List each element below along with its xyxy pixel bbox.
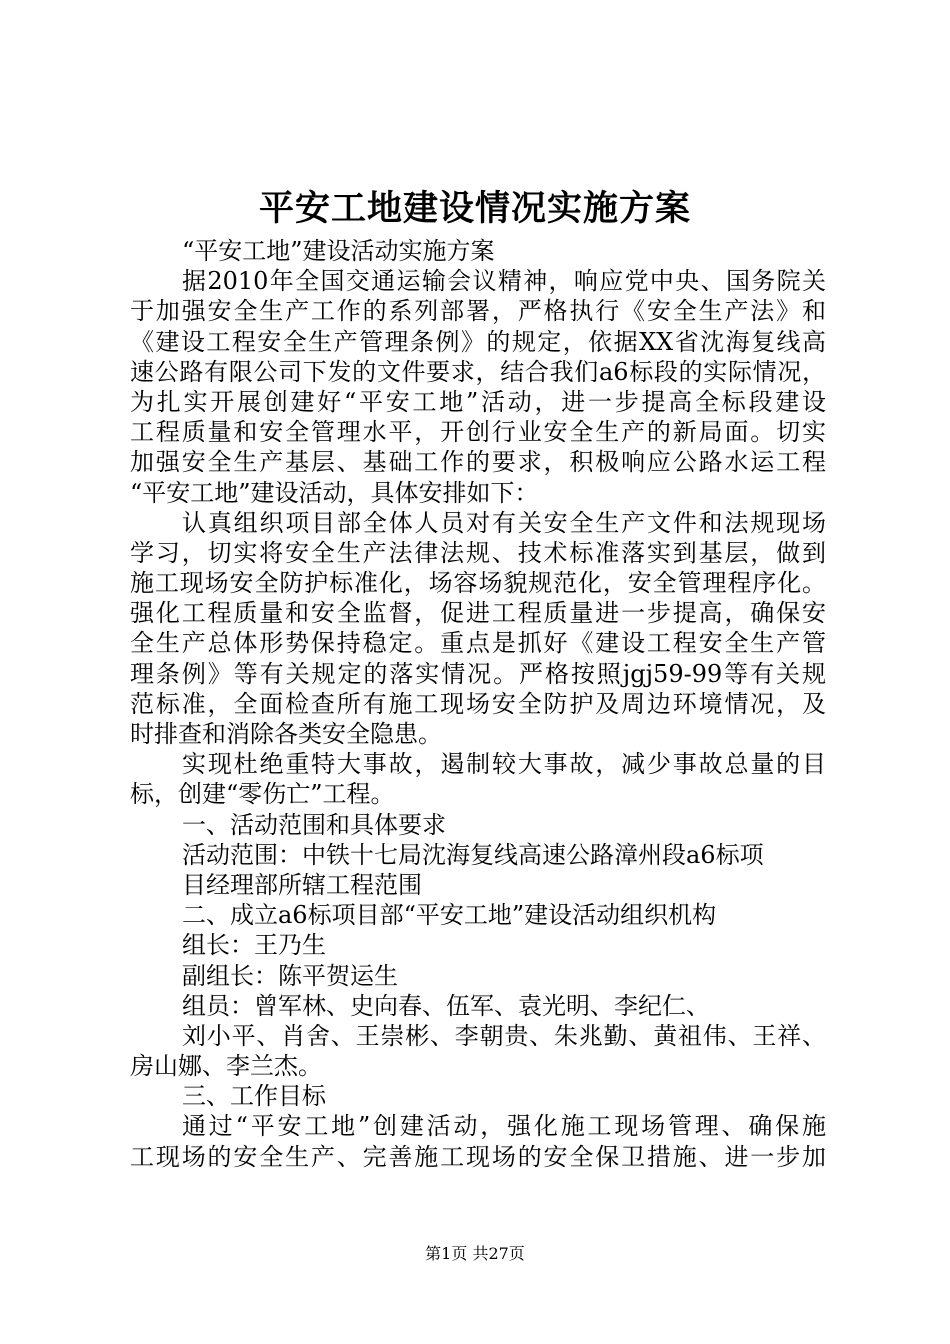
text-line: 工现场的安全生产、完善施工现场的安全保卫措施、进一步加 bbox=[130, 1142, 826, 1171]
section-heading: 二、成立a6标项目部“平安工地”建设活动组织机构 bbox=[182, 901, 717, 930]
text-line: 组员：曾军林、史向春、伍军、袁光明、李纪仁、 bbox=[182, 991, 710, 1020]
text-line: 速公路有限公司下发的文件要求，结合我们a6标段的实际情况， bbox=[130, 357, 826, 386]
text-line: 房山娜、李兰杰。 bbox=[130, 1052, 322, 1081]
text-line: 学习，切实将安全生产法律法规、技术标准落实到基层，做到 bbox=[130, 538, 826, 567]
section-heading: 三、工作目标 bbox=[182, 1082, 326, 1111]
text-line: 强化工程质量和安全监督，促进工程质量进一步提高，确保安 bbox=[130, 599, 826, 628]
text-line: 工程质量和安全管理水平，开创行业安全生产的新局面。切实 bbox=[130, 418, 826, 447]
text-line: 范标准，全面检查所有施工现场安全防护及周边环境情况，及 bbox=[130, 689, 826, 718]
text-line: 于加强安全生产工作的系列部署，严格执行《安全生产法》和 bbox=[130, 297, 826, 326]
text-line: 施工现场安全防护标准化，场容场貌规范化，安全管理程序化。 bbox=[130, 569, 826, 598]
text-line: 通过“平安工地”创建活动，强化施工现场管理、确保施 bbox=[182, 1112, 826, 1141]
text-line: 全生产总体形势保持稳定。重点是抓好《建设工程安全生产管 bbox=[130, 629, 826, 658]
text-line: 为扎实开展创建好“平安工地”活动，进一步提高全标段建设 bbox=[130, 387, 826, 416]
text-line: 《建设工程安全生产管理条例》的规定，依据XX省沈海复线高 bbox=[130, 327, 826, 356]
text-line: 刘小平、肖舍、王崇彬、李朝贵、朱兆勤、黄祖伟、王祥、 bbox=[182, 1021, 826, 1050]
text-line: 认真组织项目部全体人员对有关安全生产文件和法规现场 bbox=[182, 508, 826, 537]
text-line: 目经理部所辖工程范围 bbox=[182, 870, 422, 899]
text-line: “平安工地”建设活动，具体安排如下： bbox=[130, 478, 539, 507]
document-body bbox=[130, 236, 826, 1172]
text-line: 组长：王乃生 bbox=[182, 931, 326, 960]
text-line: 理条例》等有关规定的落实情况。严格按照jgj59-99等有关规 bbox=[130, 659, 826, 688]
text-line: 据2010年全国交通运输会议精神，响应党中央、国务院关 bbox=[182, 267, 826, 296]
text-line: 时排查和消除各类安全隐患。 bbox=[130, 720, 442, 748]
text-line: 标，创建“零伤亡”工程。 bbox=[130, 780, 395, 809]
text-line: 活动范围：中铁十七局沈海复线高速公路漳州段a6标项 bbox=[182, 840, 764, 869]
section-heading: 一、活动范围和具体要求 bbox=[182, 810, 446, 839]
text-line: 加强安全生产基层、基础工作的要求，积极响应公路水运工程 bbox=[130, 448, 826, 477]
text-line: 实现杜绝重特大事故，遏制较大事故，减少事故总量的目 bbox=[182, 750, 826, 779]
text-line-subtitle: “平安工地”建设活动实施方案 bbox=[182, 237, 495, 265]
page-title: 平安工地建设情况实施方案 bbox=[258, 188, 691, 229]
text-line: 副组长：陈平贺运生 bbox=[182, 961, 398, 990]
page-footer: 第1页 共27页 bbox=[425, 1244, 525, 1263]
